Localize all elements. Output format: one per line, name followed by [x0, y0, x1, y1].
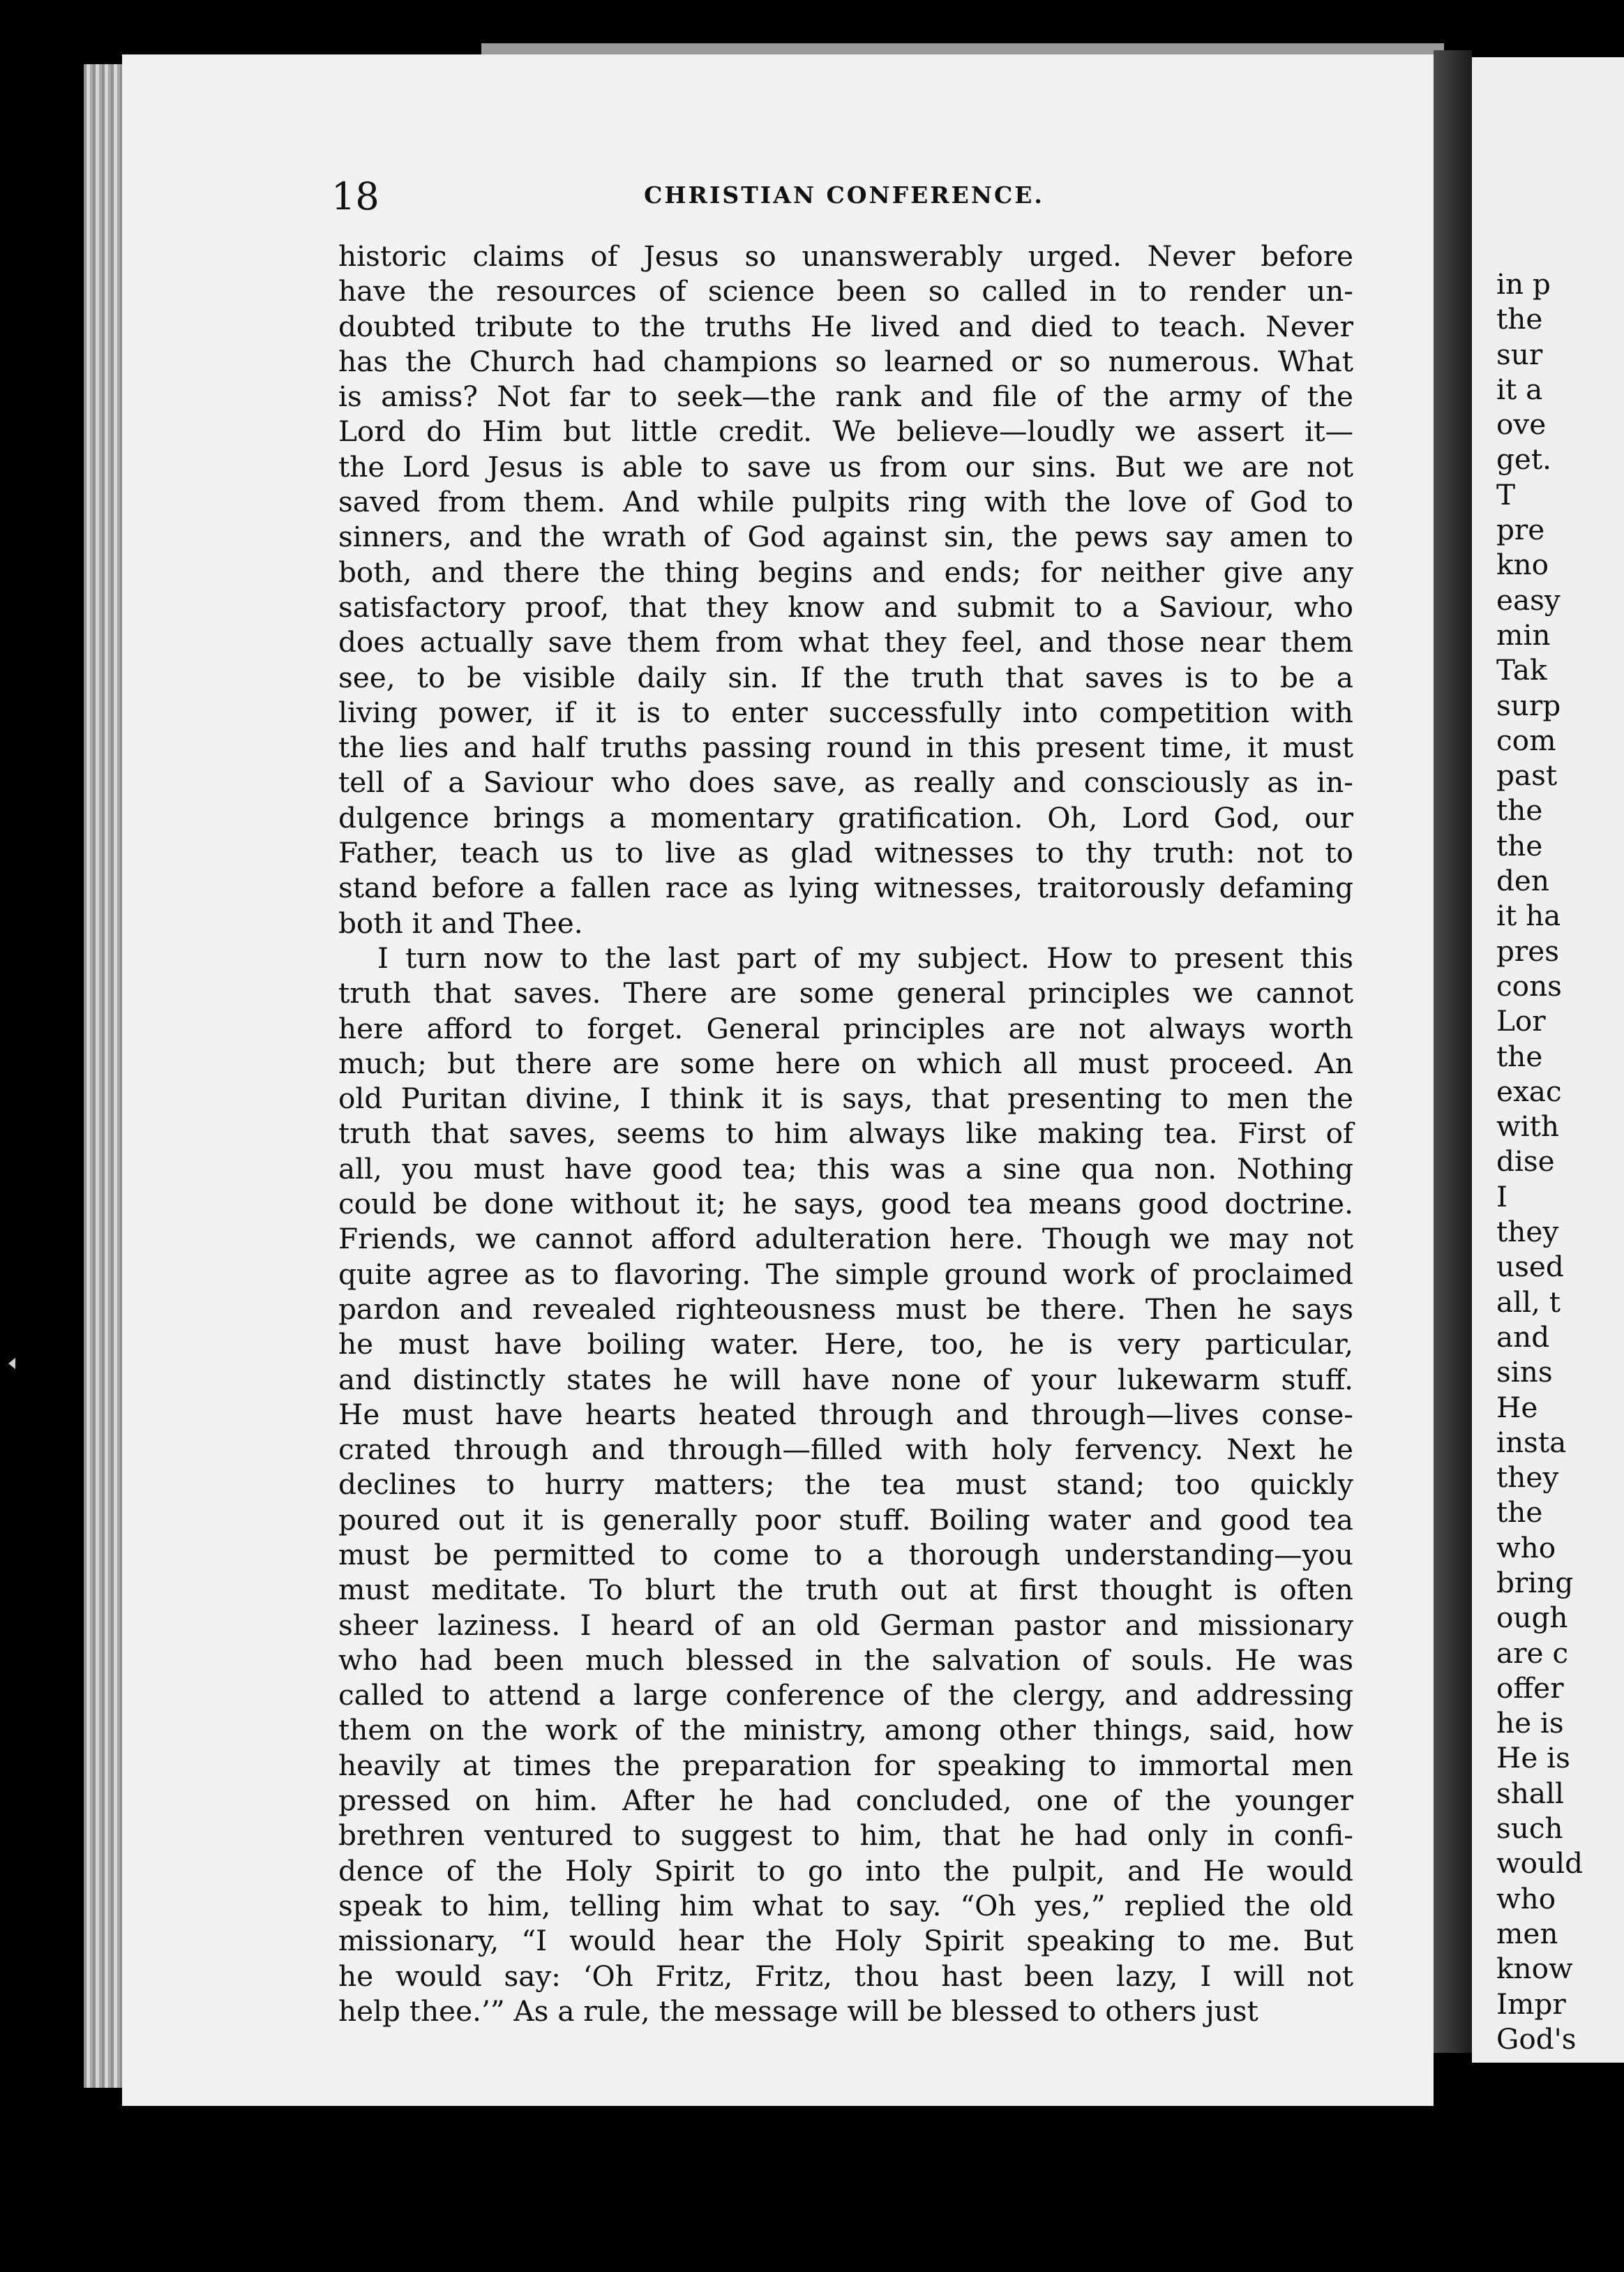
facing-line-fragment: He: [1496, 1390, 1538, 1424]
facing-line-fragment: pres: [1496, 934, 1560, 968]
text-line: satisfactory proof, that they know and submit to a Saviour, who: [338, 590, 1353, 624]
text-line: Friends, we cannot afford adulteration here. Though we may not: [338, 1222, 1353, 1256]
facing-line-fragment: would: [1496, 1846, 1584, 1881]
facing-line-fragment: kno: [1496, 548, 1549, 582]
facing-line-fragment: min: [1496, 618, 1551, 652]
paragraph: [338, 239, 1353, 941]
running-title: CHRISTIAN CONFERENCE.: [644, 181, 1044, 209]
facing-line-fragment: it ha: [1496, 899, 1561, 933]
facing-line-fragment: cons: [1496, 969, 1562, 1003]
text-line: sheer laziness. I heard of an old German pastor and missionary: [338, 1608, 1353, 1642]
facing-line-fragment: and: [1496, 1320, 1550, 1354]
text-line: poured out it is generally poor stuff. Boiling water and good tea: [338, 1502, 1353, 1537]
text-line: Father, teach us to live as glad witnesses to thy truth: not to: [338, 836, 1353, 870]
facing-line-fragment: with: [1496, 1109, 1559, 1144]
facing-line-fragment: who: [1496, 1881, 1556, 1915]
facing-line-fragment: ough: [1496, 1601, 1568, 1635]
text-line: see, to be visible daily sin. If the truth that saves is to be a: [338, 660, 1353, 694]
text-line: must meditate. To blurt the truth out at first thought is often: [338, 1573, 1353, 1607]
text-line: here afford to forget. General principles are not always worth: [338, 1011, 1353, 1045]
text-line: and distinctly states he will have none of your lukewarm stuff.: [338, 1362, 1353, 1396]
text-line: pressed on him. After he had concluded, one of the younger: [338, 1784, 1353, 1818]
text-line: both, and there the thing begins and ends; for neither give any: [338, 555, 1353, 589]
facing-line-fragment: exac: [1496, 1074, 1562, 1108]
text-line: them on the work of the ministry, among other things, said, how: [338, 1713, 1353, 1747]
facing-line-fragment: He is: [1496, 1741, 1570, 1775]
text-line: He must have hearts heated through and through—lives conse-: [338, 1397, 1353, 1431]
facing-line-fragment: all, t: [1496, 1285, 1561, 1319]
text-line: dence of the Holy Spirit to go into the pulpit, and He would: [338, 1853, 1353, 1888]
text-line: the Lord Jesus is able to save us from our sins. But we are not: [338, 449, 1353, 484]
facing-line-fragment: past: [1496, 758, 1558, 793]
facing-line-fragment: sins: [1496, 1355, 1553, 1389]
text-line: heavily at times the preparation for speaking to immortal men: [338, 1748, 1353, 1782]
facing-line-fragment: I: [1496, 1179, 1508, 1213]
facing-line-fragment: the: [1496, 1039, 1543, 1073]
facing-line-fragment: offer: [1496, 1671, 1564, 1705]
text-line: crated through and through—filled with holy fervency. Next he: [338, 1433, 1353, 1467]
facing-line-fragment: shall: [1496, 1776, 1564, 1810]
facing-line-fragment: surp: [1496, 688, 1561, 722]
facing-line-fragment: easy: [1496, 583, 1561, 617]
text-line: historic claims of Jesus so unanswerably urged. Never before: [338, 239, 1353, 273]
text-line: who had been much blessed in the salvation of souls. He was: [338, 1643, 1353, 1677]
facing-line-fragment: used: [1496, 1250, 1564, 1284]
facing-line-fragment: dise: [1496, 1144, 1555, 1179]
facing-line-fragment: the: [1496, 828, 1543, 862]
text-line: truth that saves. There are some general principles we cannot: [338, 976, 1353, 1010]
facing-line-fragment: who: [1496, 1530, 1556, 1564]
text-line: all, you must have good tea; this was a sine qua non. Nothing: [338, 1151, 1353, 1186]
text-line: doubted tribute to the truths He lived and died to teach. Never: [338, 309, 1353, 343]
facing-line-fragment: T: [1496, 477, 1516, 511]
facing-line-fragment: insta: [1496, 1425, 1567, 1459]
text-line: pardon and revealed righteousness must be there. Then he says: [338, 1292, 1353, 1326]
page-header: [331, 174, 1357, 223]
text-line: stand before a fallen race as lying witnesses, traitorously defaming: [338, 871, 1353, 905]
facing-line-fragment: Lor: [1496, 1004, 1546, 1038]
body-text: [338, 239, 1353, 2028]
facing-line-fragment: in p: [1496, 267, 1551, 301]
text-line: tell of a Saviour who does save, as really and consciously as in-: [338, 765, 1353, 800]
text-line: he must have boiling water. Here, too, he is very particular,: [338, 1327, 1353, 1361]
text-line: must be permitted to come to a thorough understanding—you: [338, 1537, 1353, 1571]
facing-line-fragment: are c: [1496, 1636, 1569, 1670]
facing-line-fragment: pre: [1496, 513, 1545, 547]
text-line: missionary, “I would hear the Holy Spirit speaking to me. But: [338, 1924, 1353, 1958]
facing-line-fragment: God's: [1496, 2021, 1577, 2056]
facing-line-fragment: bring: [1496, 1565, 1574, 1599]
text-line: could be done without it; he says, good tea means good doctrine.: [338, 1187, 1353, 1221]
paragraph: [338, 941, 1353, 2028]
text-line: is amiss? Not far to seek—the rank and file of the army of the: [338, 380, 1353, 414]
facing-line-fragment: Tak: [1496, 653, 1547, 687]
page-number: 18: [331, 174, 379, 218]
text-line: does actually save them from what they feel, and those near them: [338, 625, 1353, 659]
facing-line-fragment: the: [1496, 302, 1543, 336]
text-line: old Puritan divine, I think it is says, that presenting to men the: [338, 1082, 1353, 1116]
text-line: declines to hurry matters; the tea must stand; too quickly: [338, 1467, 1353, 1502]
text-line: I turn now to the last part of my subject. How to present this: [377, 941, 1353, 975]
text-line: sinners, and the wrath of God against sin, the pews say amen to: [338, 520, 1353, 554]
facing-line-fragment: he is: [1496, 1706, 1564, 1740]
facing-line-fragment: ove: [1496, 408, 1547, 442]
text-line: Lord do Him but little credit. We believe—loudly we assert it—: [338, 414, 1353, 449]
text-line: saved from them. And while pulpits ring with the love of God to: [338, 485, 1353, 519]
text-line: brethren ventured to suggest to him, that he had only in confi-: [338, 1818, 1353, 1853]
facing-page-text: [1496, 267, 1624, 2056]
book-top-edge: [481, 43, 1444, 54]
facing-line-fragment: men: [1496, 1916, 1558, 1950]
text-line: called to attend a large conference of the clergy, and addressing: [338, 1678, 1353, 1712]
text-line: both it and Thee.: [338, 906, 583, 940]
facing-line-fragment: they: [1496, 1215, 1559, 1249]
text-line: living power, if it is to enter successfully into competition with: [338, 695, 1353, 729]
text-line: have the resources of science been so called in to render un-: [338, 274, 1353, 308]
text-line: speak to him, telling him what to say. “Oh yes,” replied the old: [338, 1888, 1353, 1922]
facing-line-fragment: they: [1496, 1460, 1559, 1495]
facing-line-fragment: den: [1496, 864, 1549, 898]
facing-line-fragment: the: [1496, 1495, 1543, 1530]
text-line: the lies and half truths passing round in this present time, it must: [338, 731, 1353, 765]
book-gutter: [1434, 50, 1472, 2053]
text-line: truth that saves, seems to him always like making tea. First of: [338, 1116, 1353, 1151]
facing-line-fragment: the: [1496, 793, 1543, 828]
text-line: dulgence brings a momentary gratification. Oh, Lord God, our: [338, 800, 1353, 835]
facing-line-fragment: such: [1496, 1811, 1563, 1846]
facing-line-fragment: sur: [1496, 337, 1543, 371]
facing-line-fragment: com: [1496, 723, 1556, 757]
text-line: much; but there are some here on which all must proceed. An: [338, 1046, 1353, 1080]
facing-line-fragment: it a: [1496, 372, 1543, 406]
facing-line-fragment: know: [1496, 1952, 1573, 1986]
facing-line-fragment: Impr: [1496, 1987, 1566, 2021]
text-line: he would say: ‘Oh Fritz, Fritz, thou hast been lazy, I will not: [338, 1959, 1353, 1993]
facing-line-fragment: get.: [1496, 442, 1552, 477]
text-line: help thee.’” As a rule, the message will be blessed to others just: [338, 1994, 1258, 2028]
text-line: quite agree as to flavoring. The simple ground work of proclaimed: [338, 1257, 1353, 1291]
scan-artifact-mark: [8, 1358, 15, 1369]
text-line: has the Church had champions so learned or so numerous. What: [338, 344, 1353, 378]
